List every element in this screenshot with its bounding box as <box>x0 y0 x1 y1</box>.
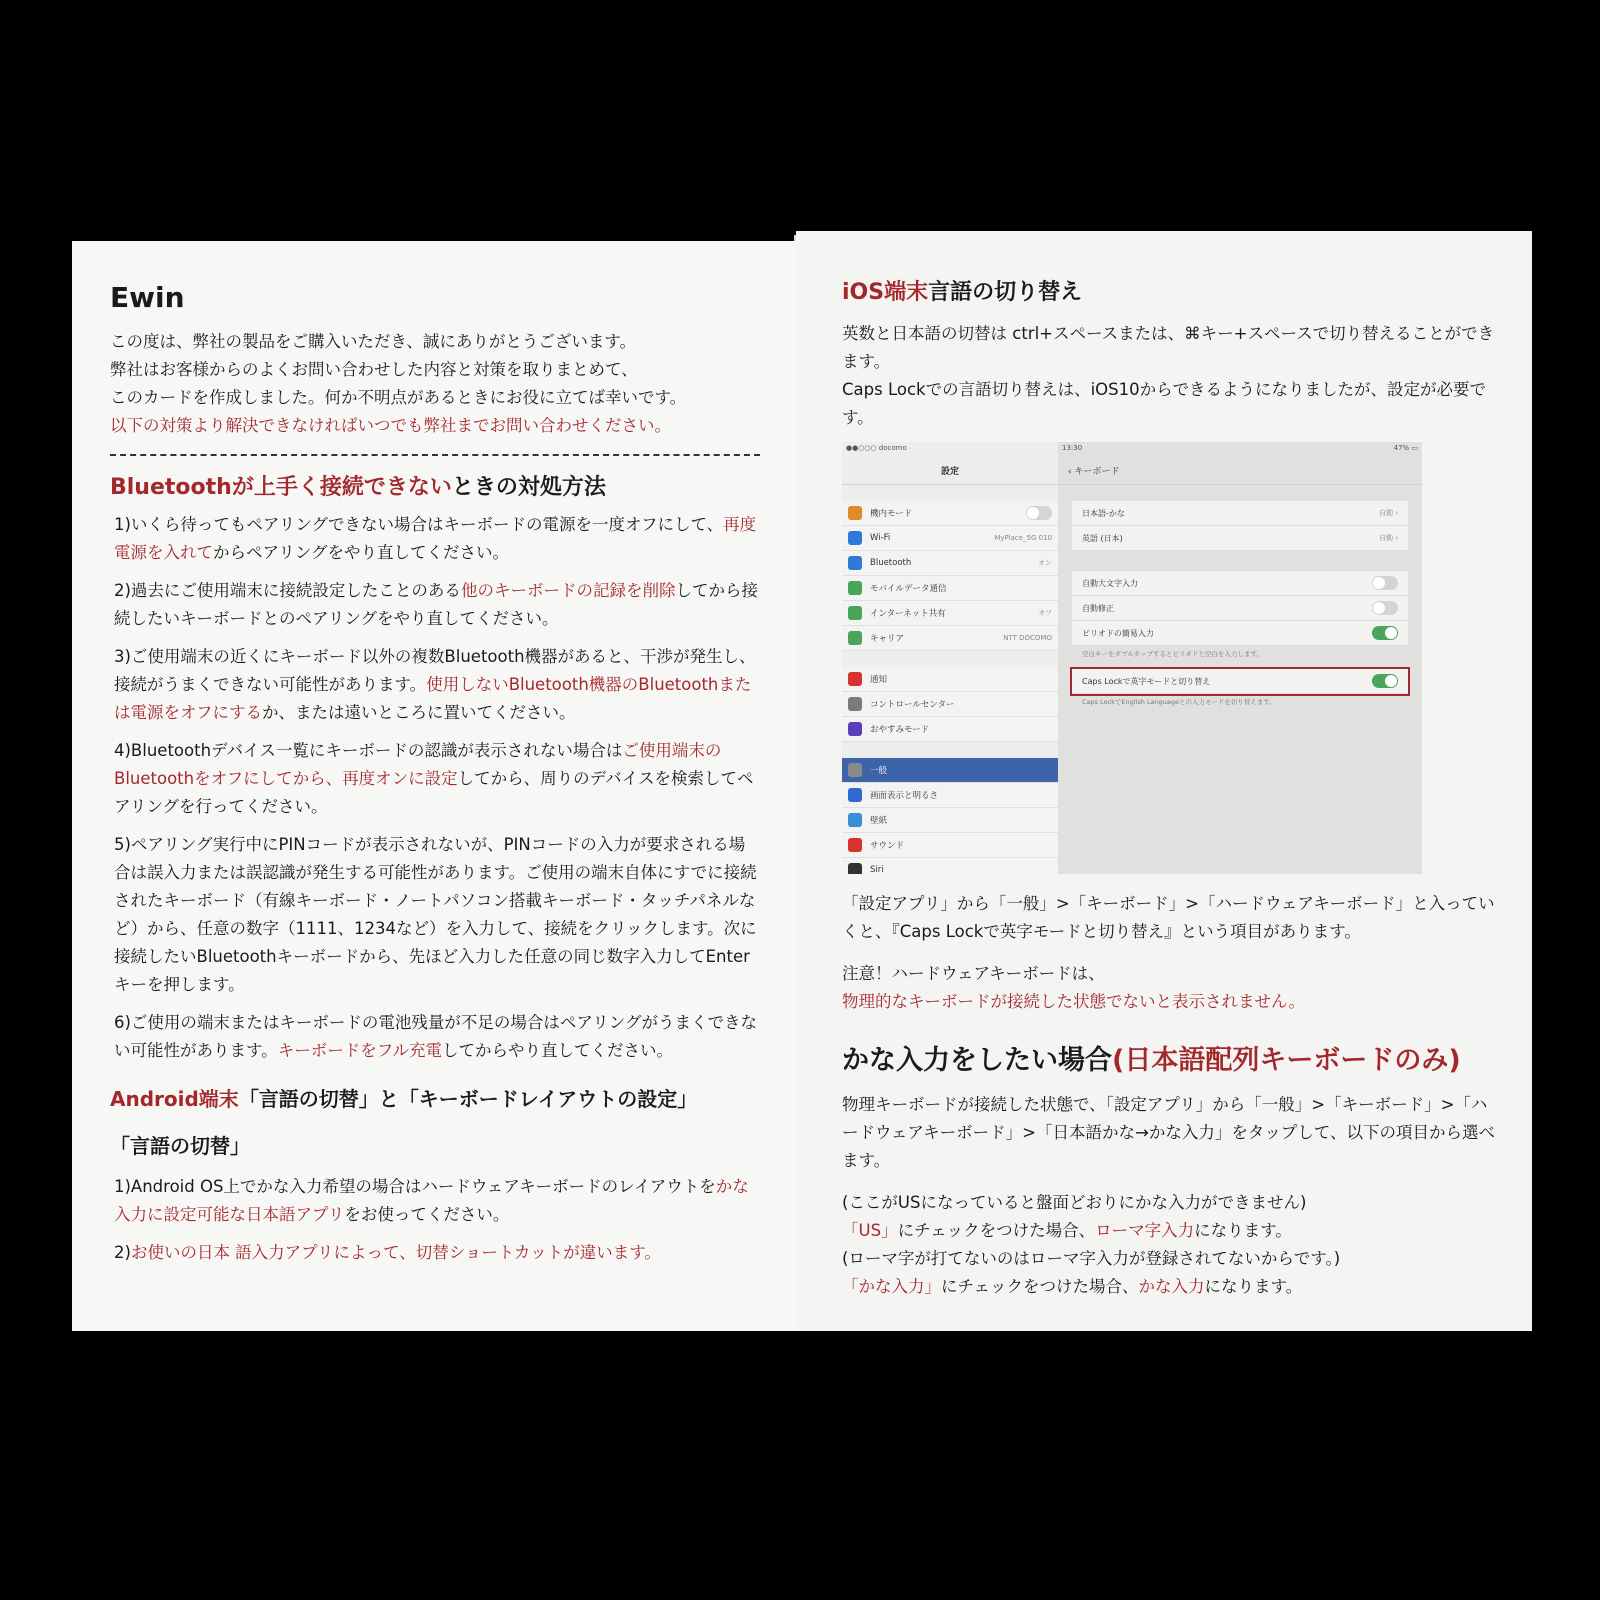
settings-app-icon <box>848 556 862 570</box>
intro <box>110 328 760 440</box>
body-text: をお使ってください。 <box>344 1205 510 1224</box>
highlight-text: 使用しないBluetooth機器のBluetoothまたは電源をオフにする <box>114 675 752 722</box>
settings-row[interactable] <box>842 692 1058 717</box>
kana-paragraph: 物理キーボードが接続した状態で、「設定アプリ」から「一般」>「キーボード」>「ハードウェアキーボード」>「日本語かな→かな入力」をタップして、以下の項目から選べます。 <box>842 1095 1496 1170</box>
settings-row-value: MyPlace_5G 010 <box>994 534 1052 542</box>
keyboard-setting-value: 自動 › <box>1378 534 1398 542</box>
settings-row-label: インターネット共有 <box>870 609 946 619</box>
body-text: してから、周りのデバイスを検索してペアリングを行ってください。 <box>114 769 754 816</box>
list-item <box>114 737 760 821</box>
ios-paragraph-2: Caps Lockでの言語切り替えは、iOS10からできるようになりましたが、設定が必要です。 <box>842 380 1486 427</box>
body-text: してから接続したいキーボードとのペアリングをやり直してください。 <box>114 581 758 628</box>
keyboard-setting-label: 日本語-かな <box>1082 508 1125 518</box>
toggle-switch[interactable] <box>1372 576 1398 590</box>
keyboard-setting-label: 自動修正 <box>1082 603 1114 613</box>
settings-app-icon <box>848 631 862 645</box>
settings-app-icon <box>848 506 862 520</box>
bluetooth-heading <box>110 470 760 501</box>
highlight-text: 「かな入力」 <box>842 1277 941 1296</box>
back-button[interactable] <box>1058 460 1422 485</box>
list-item <box>114 831 760 999</box>
body-text: 1)いくら待ってもペアリングできない場合はキーボードの電源を一度オフにして、 <box>114 515 724 534</box>
android-heading-red: Android端末 <box>110 1087 239 1111</box>
android-items <box>110 1173 760 1267</box>
keyboard-setting-row[interactable] <box>1072 526 1408 551</box>
kana-romaji-note: (ローマ字が打てないのはローマ字入力が登録されてないからです。) <box>842 1249 1341 1268</box>
body-text: か、または遠いところに置いてください。 <box>262 703 576 722</box>
settings-app-icon <box>848 838 862 852</box>
keyboard-setting-value: 自動 › <box>1378 509 1398 517</box>
caps-lock-toggle-row[interactable] <box>1072 669 1408 694</box>
settings-row-value: オフ <box>1038 609 1052 617</box>
body-text: 1)Android OS上でかな入力希望の場合はハードウェアキーボードのレイアウトを <box>114 1177 716 1196</box>
settings-title: 設定 <box>842 460 1058 485</box>
settings-row-label: Siri <box>870 865 884 874</box>
settings-app-icon <box>848 581 862 595</box>
left-page <box>72 241 796 1331</box>
list-item <box>114 1009 760 1065</box>
body-text: 6)ご使用の端末またはキーボードの電池残量が不足の場合はペアリングがうまくできない可能性があります。 <box>114 1013 757 1060</box>
settings-row[interactable] <box>842 501 1058 526</box>
body-text: 3)ご使用端末の近くにキーボード以外の複数Bluetooth機器があると、干渉が発生し、接続がうまくできない可能性があります。 <box>114 647 756 694</box>
settings-row-label: 通知 <box>870 675 888 685</box>
dashed-divider <box>110 454 760 456</box>
bluetooth-heading-rest: ときの対処方法 <box>451 475 606 500</box>
status-time: 13:30 <box>1062 444 1083 452</box>
kana-heading-red: (日本語配列キーボードのみ) <box>1112 1045 1461 1076</box>
highlight-text: キーボードをフル充電 <box>277 1041 443 1060</box>
status-battery: 47% ▭ <box>1393 444 1418 452</box>
settings-app-icon <box>848 788 862 802</box>
settings-app-icon <box>848 672 862 686</box>
settings-row-label: キャリア <box>870 634 905 644</box>
settings-row[interactable] <box>842 808 1058 833</box>
bluetooth-items <box>110 511 760 1065</box>
settings-app-icon <box>848 722 862 736</box>
highlight-text: かな入力に設定可能な日本語アプリ <box>114 1177 749 1224</box>
settings-row-value: オン <box>1038 559 1052 567</box>
ios-heading-rest: 言語の切り替え <box>928 280 1083 305</box>
settings-row-label: 壁紙 <box>870 816 888 826</box>
keyboard-setting-label: 英語 (日本) <box>1082 533 1123 543</box>
settings-row-label: コントロールセンター <box>870 700 955 710</box>
settings-row-label: 一般 <box>870 766 888 776</box>
body-text: 4)Bluetoothデバイス一覧にキーボードの認識が表示されない場合は <box>114 741 623 760</box>
settings-row[interactable] <box>842 783 1058 808</box>
kana-input-line <box>842 1273 1502 1301</box>
caps-lock-label: Caps Lockで英字モードと切り替え <box>1082 676 1211 686</box>
body-text: にチェックをつけた場合、 <box>897 1221 1096 1240</box>
body-text: になります。 <box>1194 1221 1292 1240</box>
settings-app-icon <box>848 697 862 711</box>
settings-screenshot <box>842 442 1422 874</box>
list-item <box>114 511 760 567</box>
keyboard-panel <box>1058 442 1422 874</box>
settings-row-label: 機内モード <box>870 509 913 519</box>
notice: 注意！ハードウェアキーボードは、 <box>842 964 1105 983</box>
settings-row[interactable] <box>842 833 1058 858</box>
intro-line: この度は、弊社の製品をご購入いただき、誠にありがとうございます。 <box>110 332 637 351</box>
settings-row-label: 画面表示と明るさ <box>870 791 939 801</box>
toggle-switch[interactable] <box>1372 601 1398 615</box>
status-bar <box>842 442 1058 460</box>
settings-note: 空白キーをダブルタップするとピリオドと空白を入力します。 <box>1082 650 1263 658</box>
right-page <box>796 231 1532 1331</box>
ios-paragraph-1: 英数と日本語の切替は ctrl+スペースまたは、⌘キー+スペースで切り替えることができます。 <box>842 324 1495 371</box>
caps-lock-note: Caps LockでEnglish Languageとの入力モードを切り替えます。 <box>1082 698 1276 706</box>
intro-line: 弊社はお客様からのよくお問い合わせした内容と対策を取りまとめて、 <box>110 360 638 379</box>
body-text: からペアリングをやり直してください。 <box>213 543 510 562</box>
settings-row[interactable] <box>842 626 1058 651</box>
settings-row[interactable] <box>842 858 1058 874</box>
notice-red: 物理的なキーボードが接続した状態でないと表示されません。 <box>842 992 1305 1011</box>
caps-lock-toggle[interactable] <box>1372 674 1398 688</box>
settings-row[interactable] <box>842 717 1058 742</box>
settings-row[interactable] <box>842 667 1058 692</box>
highlight-text: 再度電源を入れて <box>114 515 757 562</box>
kana-heading-main: かな入力をしたい場合 <box>842 1045 1112 1076</box>
highlight-text: お使いの日本 語入力アプリによって、切替ショートカットが違います。 <box>130 1243 661 1262</box>
list-item <box>114 577 760 633</box>
settings-sidebar <box>842 442 1058 874</box>
highlight-text: 「US」 <box>842 1221 898 1240</box>
back-label: キーボード <box>1074 467 1120 477</box>
settings-row[interactable] <box>842 526 1058 551</box>
list-item <box>114 643 760 727</box>
highlight-text: ご使用端末のBluetoothをオフにしてから、再度オンに設定 <box>114 741 722 788</box>
keyboard-setting-row[interactable] <box>1072 501 1408 526</box>
kana-us-line <box>842 1217 1502 1245</box>
body-text: 5)ペアリング実行中にPINコードが表示されないが、PINコードの入力が要求される場合は誤入力または誤認識が発生する可能性があります。ご使用の端末自体にすでに接続されたキーボード（有線キーボード・ノートパソコン搭載キーボード・タッチパネルなど）から、任意の数字（1111、1234など）を入力して、接続をクリックします。次に接続したいBluetoothキーボードから、先ほど入力した任意の同じ数字入力してEnterキーを押します。 <box>114 835 757 994</box>
highlight-text: ローマ字入力 <box>1095 1221 1195 1240</box>
ios-heading <box>842 275 1502 306</box>
ios-heading-red: iOS端末 <box>842 280 929 305</box>
settings-row[interactable] <box>842 576 1058 601</box>
settings-row-general[interactable] <box>842 758 1058 783</box>
toggle-switch[interactable] <box>1372 626 1398 640</box>
list-item <box>114 1173 760 1229</box>
switch-heading: 「言語の切替」 <box>110 1134 250 1158</box>
chevron-left-icon: ‹ <box>1068 467 1075 477</box>
keyboard-setting-row[interactable] <box>1072 621 1408 646</box>
body-text: 2)過去にご使用端末に接続設定したことのある <box>114 581 461 600</box>
settings-row[interactable] <box>842 551 1058 576</box>
highlight-text: かな入力 <box>1138 1277 1205 1296</box>
android-heading <box>110 1083 760 1112</box>
status-carrier: ●●○○○ docomo <box>846 444 907 452</box>
settings-app-icon <box>848 863 862 874</box>
settings-row-label: おやすみモード <box>870 725 930 735</box>
list-item <box>114 1239 760 1267</box>
body-text: にチェックをつけた場合、 <box>941 1277 1139 1296</box>
toggle-switch[interactable] <box>1026 506 1052 520</box>
body-text: になります。 <box>1204 1277 1303 1296</box>
keyboard-setting-label: 自動大文字入力 <box>1082 578 1138 588</box>
settings-row-value: NTT DOCOMO <box>1003 634 1052 642</box>
keyboard-setting-label: ピリオドの簡易入力 <box>1082 628 1154 638</box>
settings-row-label: サウンド <box>870 841 905 851</box>
gear-icon <box>848 763 862 777</box>
intro-red-line: 以下の対策より解決できなければいつでも弊社までお問い合わせください。 <box>110 416 671 435</box>
settings-row[interactable] <box>842 601 1058 626</box>
settings-row-label: モバイルデータ通信 <box>870 584 947 594</box>
kana-heading <box>842 1038 1502 1077</box>
body-text: してからやり直してください。 <box>442 1041 674 1060</box>
settings-row-label: Wi-Fi <box>870 533 891 543</box>
settings-app-icon <box>848 813 862 827</box>
intro-line: このカードを作成しました。何か不明点があるときにお役に立てば幸いです。 <box>110 388 687 407</box>
ios-paragraph-3: 「設定アプリ」から「一般」>「キーボード」>「ハードウェアキーボード」と入っていくと、『Caps Lockで英字モードと切り替え』という項目があります。 <box>842 894 1495 941</box>
settings-app-icon <box>848 606 862 620</box>
kana-note: (ここがUSになっていると盤面どおりにかな入力ができません) <box>842 1193 1307 1212</box>
bluetooth-heading-red: Bluetoothが上手く接続できない <box>110 475 452 500</box>
android-heading-rest: 「言語の切替」と「キーボードレイアウトの設定」 <box>238 1087 698 1111</box>
settings-row-label: Bluetooth <box>870 558 912 568</box>
highlight-text: 他のキーボードの記録を削除 <box>460 581 676 600</box>
settings-app-icon <box>848 531 862 545</box>
brand-title: Ewin <box>110 281 185 314</box>
keyboard-setting-row[interactable] <box>1072 596 1408 621</box>
status-bar-right <box>1058 442 1422 460</box>
keyboard-setting-row[interactable] <box>1072 571 1408 596</box>
body-text: 2) <box>114 1243 131 1262</box>
